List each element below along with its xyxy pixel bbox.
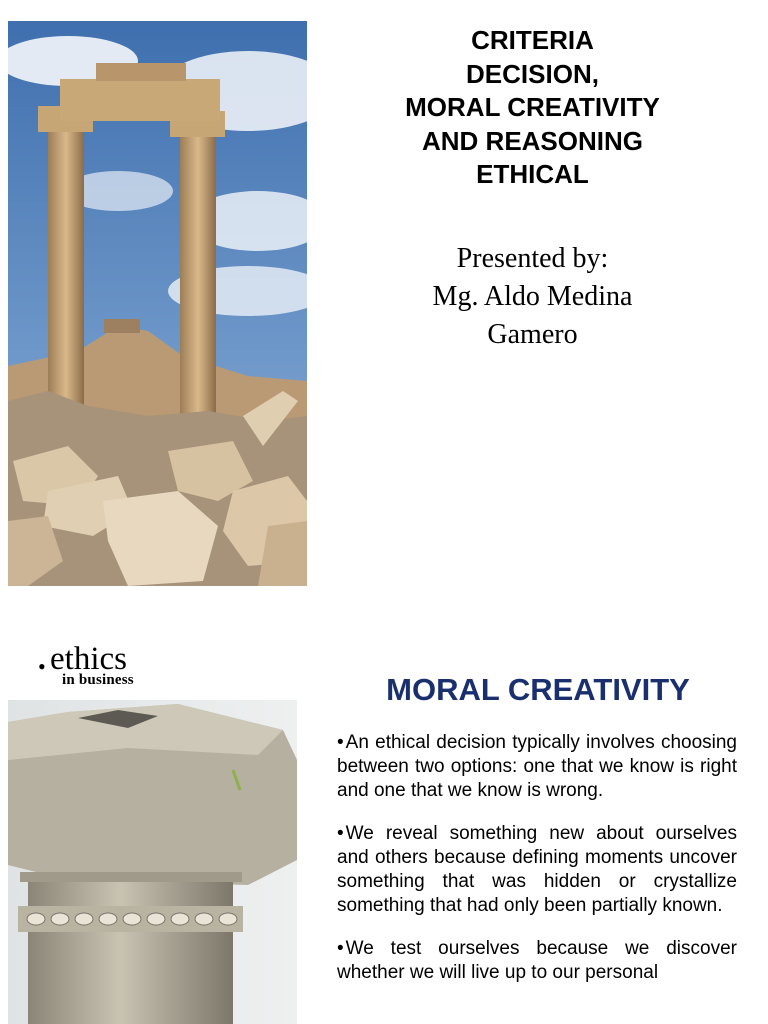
bullet-text: An ethical decision typically involves choosing between two options: one that we know is right and one that we know is wrong. (337, 732, 737, 801)
title-line: CRITERIA (471, 25, 594, 55)
title-line: DECISION, (466, 58, 599, 89)
column-capital-photo (8, 700, 297, 1024)
presenter-name: Mg. Aldo Medina (432, 281, 633, 312)
logo-subtitle: in business (62, 672, 134, 688)
presenter-info (330, 240, 735, 354)
presenter-label: Presented by: (456, 243, 609, 274)
title-line: MORAL CREATIVITY (405, 92, 660, 122)
section-heading: MORAL CREATIVITY (386, 672, 690, 707)
logo-word: ethics (50, 641, 127, 677)
logo-dot: • (38, 654, 46, 679)
list-item: • An ethical decision typically involves choosing between two options: one that we know is right and one that we know is wrong. (337, 732, 737, 801)
bullet-text: We test ourselves because we discover whether we will live up to our personal (337, 938, 737, 983)
ethics-in-business-logo (38, 640, 178, 690)
presenter-surname: Gamero (487, 319, 578, 350)
title-line: ETHICAL (476, 159, 589, 189)
title-line: AND REASONING (421, 125, 643, 156)
list-item: • We reveal something new about ourselves and others because defining moments uncover something that was hidden or crystallize something that had only been partially known. (337, 823, 737, 916)
bullet-text: We reveal something new about ourselves and others because defining moments uncover something that was hidden or crystallize something that had only been partially known. (337, 823, 737, 916)
slide-title (330, 24, 735, 192)
bullet-list (337, 731, 737, 1004)
list-item: • We test ourselves because we discover whether we will live up to our personal (337, 938, 737, 983)
ruins-arch-photo (8, 21, 307, 586)
